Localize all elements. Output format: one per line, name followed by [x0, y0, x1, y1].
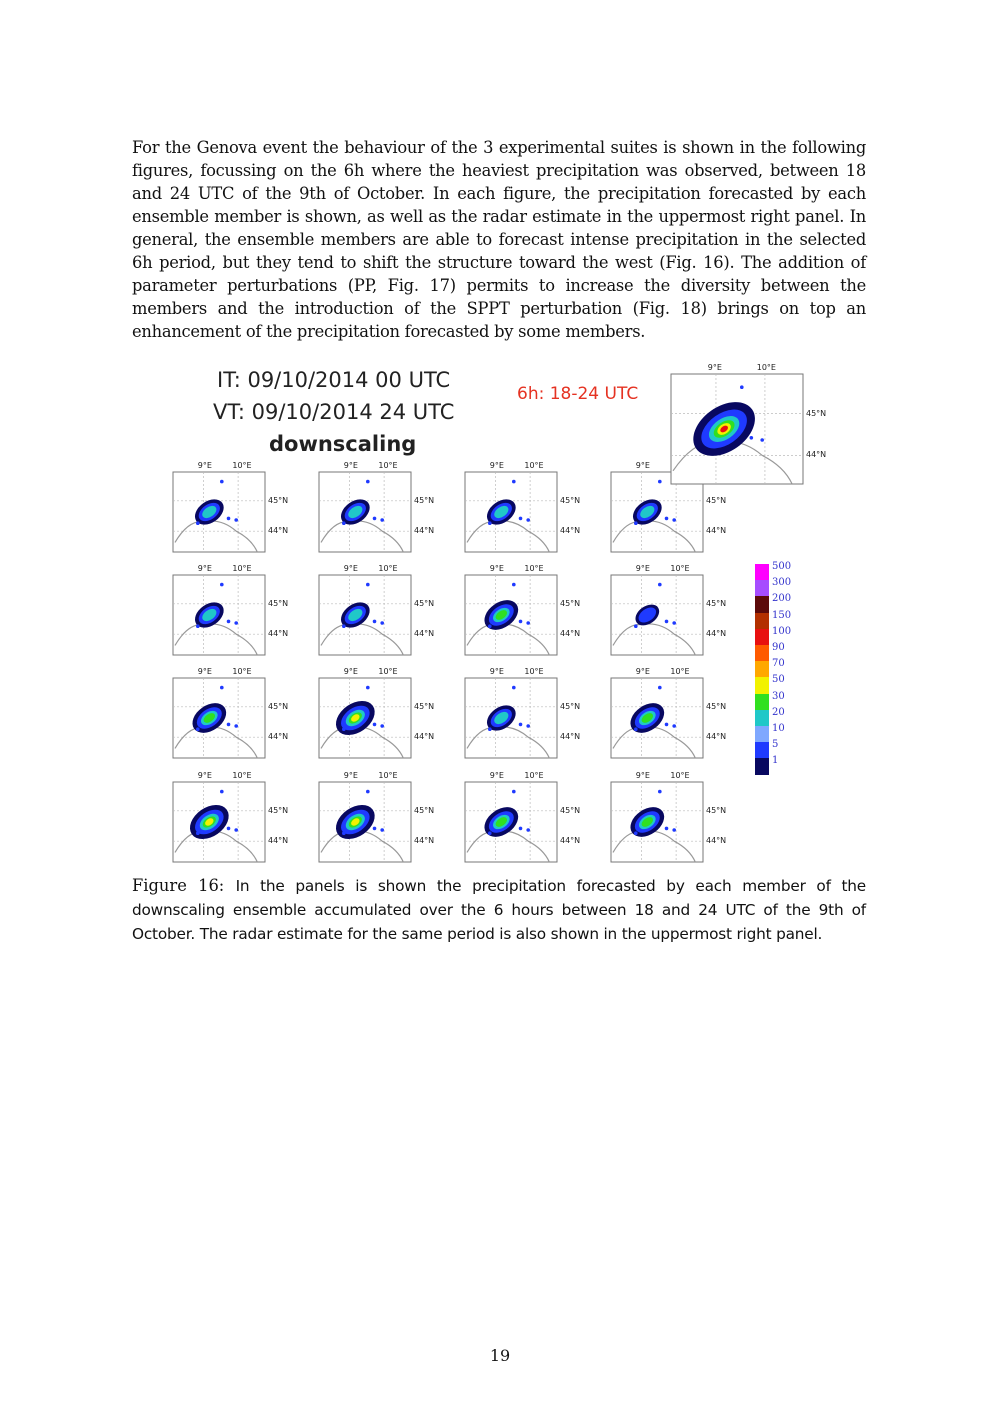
lat-label-45n: 45°N: [706, 805, 727, 815]
legend-swatch: [755, 677, 769, 693]
lon-label-10e: 10°E: [232, 461, 252, 470]
member-3-map: [461, 462, 597, 558]
member-panel: [315, 462, 451, 558]
precip-cell: [227, 620, 231, 624]
member-9-map: [169, 668, 305, 764]
precip-cell: [519, 517, 523, 521]
lon-label-10e: 10°E: [232, 771, 252, 780]
lon-label-9e: 9°E: [635, 771, 650, 780]
precip-cell: [366, 583, 370, 587]
lat-label-45n: 45°N: [414, 701, 435, 711]
lat-label-45n: 45°N: [560, 805, 581, 815]
lon-label-10e: 10°E: [524, 564, 544, 573]
precip-cell: [342, 521, 346, 525]
member-15-map: [461, 772, 597, 868]
lon-label-10e: 10°E: [670, 564, 690, 573]
precip-cell: [373, 517, 377, 521]
precip-cell: [380, 724, 384, 728]
precip-cell: [488, 624, 492, 628]
figure-caption: [132, 874, 866, 946]
lat-label-44n: 44°N: [414, 629, 435, 639]
precip-cell: [512, 480, 516, 484]
precip-cell: [196, 831, 200, 835]
page-number: 19: [489, 1346, 511, 1365]
legend-swatch: [755, 661, 769, 677]
lon-label-10e: 10°E: [378, 564, 398, 573]
member-panel: [461, 668, 597, 764]
member-6-map: [315, 565, 451, 661]
lat-label-44n: 44°N: [268, 732, 289, 742]
lat-label-44n: 44°N: [560, 732, 581, 742]
precip-cell: [760, 438, 764, 442]
precip-cell: [634, 624, 638, 628]
precip-cell: [519, 723, 523, 727]
legend-label: 90: [772, 642, 785, 653]
radar-panel: [667, 364, 843, 490]
member-panel: [607, 565, 743, 661]
member-14-map: [315, 772, 451, 868]
precip-cell: [672, 724, 676, 728]
precip-cell: [526, 621, 530, 625]
lon-label-9e: 9°E: [707, 363, 722, 372]
precip-cell: [488, 727, 492, 731]
legend-label: 200: [772, 593, 792, 605]
lon-label-10e: 10°E: [378, 771, 398, 780]
precip-cell: [634, 727, 638, 731]
precip-cell: [665, 827, 669, 831]
lat-label-45n: 45°N: [414, 805, 435, 815]
member-8-map: [607, 565, 743, 661]
precip-cell: [672, 828, 676, 832]
lon-label-9e: 9°E: [489, 667, 504, 676]
lon-label-9e: 9°E: [635, 564, 650, 573]
precip-cell: [512, 790, 516, 794]
lat-label-45n: 45°N: [414, 495, 435, 505]
precip-cell: [342, 831, 346, 835]
lon-label-9e: 9°E: [343, 461, 358, 470]
lon-label-9e: 9°E: [197, 667, 212, 676]
member-panel: [315, 772, 451, 868]
caption-text: In the panels is shown the precipitation forecasted by each member of the downscaling ensemble accumulated over the 6 hours between 18 and 24 UTC of the 9th of October. The radar estimate for the same period is also shown in the uppermost right panel.: [132, 877, 866, 943]
precip-cell: [196, 727, 200, 731]
member-13-map: [169, 772, 305, 868]
period-label: 6h: 18-24 UTC: [517, 384, 639, 404]
lat-label-44n: 44°N: [706, 836, 727, 846]
precip-cell: [665, 517, 669, 521]
lat-label-44n: 44°N: [414, 732, 435, 742]
lat-label-44n: 44°N: [560, 836, 581, 846]
lat-label-45n: 45°N: [268, 805, 289, 815]
lon-label-10e: 10°E: [378, 667, 398, 676]
legend-swatch: [755, 580, 769, 596]
legend-swatch: [755, 629, 769, 645]
lat-label-44n: 44°N: [706, 629, 727, 639]
precip-cell: [227, 517, 231, 521]
precip-cell: [366, 480, 370, 484]
member-panel: [169, 772, 305, 868]
lon-label-10e: 10°E: [524, 461, 544, 470]
precip-cell: [665, 620, 669, 624]
lon-label-10e: 10°E: [756, 363, 776, 372]
lat-label-45n: 45°N: [560, 495, 581, 505]
lat-label-45n: 45°N: [706, 495, 727, 505]
member-panel: [169, 462, 305, 558]
lon-label-10e: 10°E: [524, 771, 544, 780]
precip-cell: [220, 790, 224, 794]
precip-cell: [227, 723, 231, 727]
lat-label-44n: 44°N: [806, 450, 827, 460]
lon-label-9e: 9°E: [197, 771, 212, 780]
member-1-map: [169, 462, 305, 558]
lon-label-9e: 9°E: [635, 461, 650, 470]
member-12-map: [607, 668, 743, 764]
lon-label-9e: 9°E: [343, 564, 358, 573]
lon-label-10e: 10°E: [670, 771, 690, 780]
radar-map: [667, 364, 843, 490]
lon-label-9e: 9°E: [489, 564, 504, 573]
legend-label: 500: [772, 561, 792, 572]
lon-label-9e: 9°E: [197, 461, 212, 470]
member-panel: [169, 565, 305, 661]
legend-swatch: [755, 742, 769, 758]
precip-cell: [706, 443, 710, 447]
legend-swatch: [755, 710, 769, 726]
legend-swatch: [755, 613, 769, 629]
lon-label-9e: 9°E: [489, 461, 504, 470]
legend-label: 10: [772, 723, 785, 734]
member-16-map: [607, 772, 743, 868]
lat-label-44n: 44°N: [706, 732, 727, 742]
precip-cell: [519, 827, 523, 831]
precip-cell: [366, 790, 370, 794]
ensemble-figure: [165, 362, 830, 867]
lon-label-10e: 10°E: [232, 667, 252, 676]
lat-label-44n: 44°N: [268, 836, 289, 846]
precip-cell: [220, 480, 224, 484]
precip-cell: [234, 828, 238, 832]
precip-cell: [526, 518, 530, 522]
legend-swatch: [755, 596, 769, 612]
precip-cell: [234, 621, 238, 625]
precip-cell: [380, 828, 384, 832]
precip-cell: [234, 724, 238, 728]
legend-swatch: [755, 726, 769, 742]
suite-title: downscaling: [269, 432, 417, 456]
member-5-map: [169, 565, 305, 661]
precip-cell: [220, 686, 224, 690]
precip-cell: [665, 723, 669, 727]
legend-label: 20: [772, 706, 785, 718]
member-11-map: [461, 668, 597, 764]
precip-cell: [234, 518, 238, 522]
lat-label-44n: 44°N: [268, 526, 289, 536]
lon-label-10e: 10°E: [524, 667, 544, 676]
lon-label-10e: 10°E: [232, 564, 252, 573]
member-2-map: [315, 462, 451, 558]
legend-swatch: [755, 645, 769, 661]
precip-cell: [750, 436, 754, 440]
legend-swatch: [755, 564, 769, 580]
precip-cell: [526, 724, 530, 728]
lat-label-45n: 45°N: [414, 598, 435, 608]
precip-cell: [380, 518, 384, 522]
precip-cell: [220, 583, 224, 587]
lon-label-9e: 9°E: [635, 667, 650, 676]
precip-cell: [380, 621, 384, 625]
caption-label: Figure 16:: [132, 876, 225, 895]
member-panel: [607, 668, 743, 764]
legend-label: 70: [772, 658, 785, 670]
lat-label-45n: 45°N: [268, 598, 289, 608]
lon-label-10e: 10°E: [670, 667, 690, 676]
precip-cell: [342, 624, 346, 628]
member-panel: [461, 772, 597, 868]
member-panel: [315, 668, 451, 764]
lon-label-9e: 9°E: [343, 771, 358, 780]
valid-time-title: VT: 09/10/2014 24 UTC: [213, 400, 455, 424]
init-time-title: IT: 09/10/2014 00 UTC: [217, 368, 451, 392]
member-panel: [461, 565, 597, 661]
legend-label: 5: [772, 739, 779, 751]
precip-cell: [488, 521, 492, 525]
lon-label-9e: 9°E: [489, 771, 504, 780]
precip-cell: [526, 828, 530, 832]
member-panel: [169, 668, 305, 764]
lat-label-45n: 45°N: [268, 701, 289, 711]
lat-label-45n: 45°N: [706, 701, 727, 711]
precip-cell: [658, 686, 662, 690]
lat-label-44n: 44°N: [706, 526, 727, 536]
precip-cell: [512, 686, 516, 690]
lon-label-10e: 10°E: [378, 461, 398, 470]
precip-cell: [196, 521, 200, 525]
member-10-map: [315, 668, 451, 764]
lat-label-44n: 44°N: [414, 526, 435, 536]
lat-label-45n: 45°N: [560, 701, 581, 711]
precip-cell: [512, 583, 516, 587]
lat-label-45n: 45°N: [806, 408, 827, 418]
precip-cell: [658, 480, 662, 484]
precip-cell: [373, 620, 377, 624]
precip-cell: [488, 831, 492, 835]
precip-cell: [519, 620, 523, 624]
precip-cell: [672, 621, 676, 625]
member-7-map: [461, 565, 597, 661]
lat-label-45n: 45°N: [560, 598, 581, 608]
legend-label: 1: [772, 755, 779, 767]
lat-label-45n: 45°N: [706, 598, 727, 608]
precip-cell: [658, 790, 662, 794]
precip-cell: [634, 521, 638, 525]
member-panel: [461, 462, 597, 558]
legend-label: 100: [772, 625, 792, 637]
precip-cell: [373, 827, 377, 831]
legend-label: 300: [772, 577, 792, 589]
lon-label-9e: 9°E: [197, 564, 212, 573]
precip-cell: [373, 723, 377, 727]
precip-cell: [366, 686, 370, 690]
precip-cell: [658, 583, 662, 587]
legend-label: 150: [772, 609, 792, 621]
lat-label-44n: 44°N: [268, 629, 289, 639]
precip-cell: [634, 831, 638, 835]
precip-cell: [342, 727, 346, 731]
precip-cell: [196, 624, 200, 628]
lat-label-44n: 44°N: [560, 526, 581, 536]
lat-label-45n: 45°N: [268, 495, 289, 505]
lon-label-9e: 9°E: [343, 667, 358, 676]
lat-label-44n: 44°N: [414, 836, 435, 846]
legend-swatch: [755, 758, 769, 774]
member-panel: [607, 772, 743, 868]
lat-label-44n: 44°N: [560, 629, 581, 639]
precip-cell: [672, 518, 676, 522]
member-panel: [315, 565, 451, 661]
legend-label: 30: [772, 690, 785, 702]
legend-swatch: [755, 694, 769, 710]
legend-label: 50: [772, 674, 785, 686]
precip-cell: [740, 385, 744, 389]
body-paragraph: For the Genova event the behaviour of the 3 experimental suites is shown in the following figures, focussing on the 6h where the heaviest precipitation was observed, between 18 and 24 UTC of the 9th of October. In each figure, the precipitation forecasted by each ensemble member is shown, as well as the radar estimate in the uppermost right panel. In general, the ensemble members are able to forecast intense precipitation in the selected 6h period, but they tend to shift the structure toward the west (Fig. 16). The addition of parameter perturbations (PP, Fig. 17) permits to increase the diversity between the members and the introduction of the SPPT perturbation (Fig. 18) brings on top an enhancement of the precipitation forecasted by some members.: [132, 138, 866, 341]
precip-cell: [227, 827, 231, 831]
